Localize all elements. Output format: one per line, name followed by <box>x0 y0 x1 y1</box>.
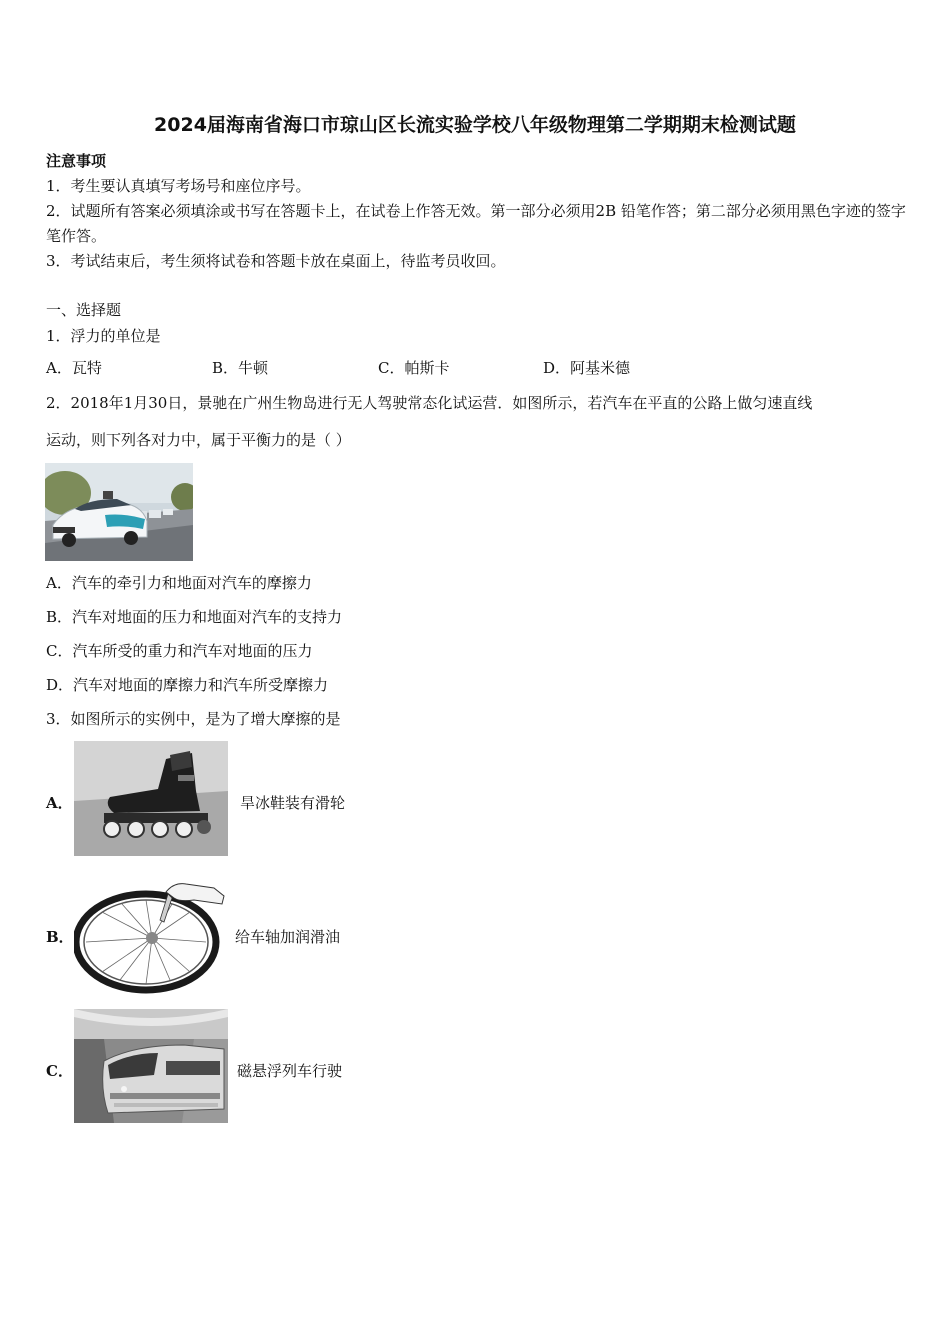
notice-item-1: 1．考生要认真填写考场号和座位序号。 <box>46 177 311 195</box>
q3-option-b-text: 给车轴加润滑油 <box>235 928 341 946</box>
q3-maglev-train-photo <box>74 1009 228 1123</box>
q2-stem-line1: 2．2018年1月30日，景驰在广州生物岛进行无人驾驶常态化试运营．如图所示，若汽车在平直的公路上做匀速直线 <box>46 394 813 412</box>
q2-car-photo <box>45 463 193 561</box>
q2-option-b: B．汽车对地面的压力和地面对汽车的支持力 <box>46 608 343 626</box>
notice-item-3: 3．考试结束后，考生须将试卷和答题卡放在桌面上，待监考员收回。 <box>46 252 506 270</box>
q3-bicycle-wheel-photo <box>74 878 228 994</box>
section-heading: 一、选择题 <box>46 301 122 319</box>
notice-heading: 注意事项 <box>46 152 107 170</box>
q2-option-c: C．汽车所受的重力和汽车对地面的压力 <box>46 642 313 660</box>
q3-roller-skate-photo <box>74 741 228 856</box>
q3-option-a-letter: A． <box>46 794 73 812</box>
q1-option-d: D．阿基米德 <box>543 359 631 377</box>
q3-stem: 3．如图所示的实例中，是为了增大摩擦的是 <box>46 710 341 728</box>
exam-title: 2024届海南省海口市琼山区长流实验学校八年级物理第二学期期末检测试题 <box>154 114 796 136</box>
q1-option-c: C．帕斯卡 <box>378 359 450 377</box>
q2-option-d: D．汽车对地面的摩擦力和汽车所受摩擦力 <box>46 676 329 694</box>
q3-option-c-letter: C． <box>46 1062 73 1080</box>
q3-option-b-letter: B． <box>46 928 74 946</box>
notice-item-2: 2．试题所有答案必须填涂或书写在答题卡上，在试卷上作答无效。第一部分必须用2B 铅笔作答；第二部分必须用黑色字迹的签字笔作答。 <box>46 202 906 245</box>
q2-stem-line2: 运动，则下列各对力中，属于平衡力的是（ ） <box>46 431 351 449</box>
q3-option-a-text: 旱冰鞋装有滑轮 <box>240 794 346 812</box>
q1-stem: 1．浮力的单位是 <box>46 327 161 345</box>
q1-option-b: B．牛顿 <box>212 359 269 377</box>
q2-option-a: A．汽车的牵引力和地面对汽车的摩擦力 <box>46 574 312 592</box>
q1-option-a: A．瓦特 <box>46 359 102 377</box>
q3-option-c-text: 磁悬浮列车行驶 <box>237 1062 343 1080</box>
